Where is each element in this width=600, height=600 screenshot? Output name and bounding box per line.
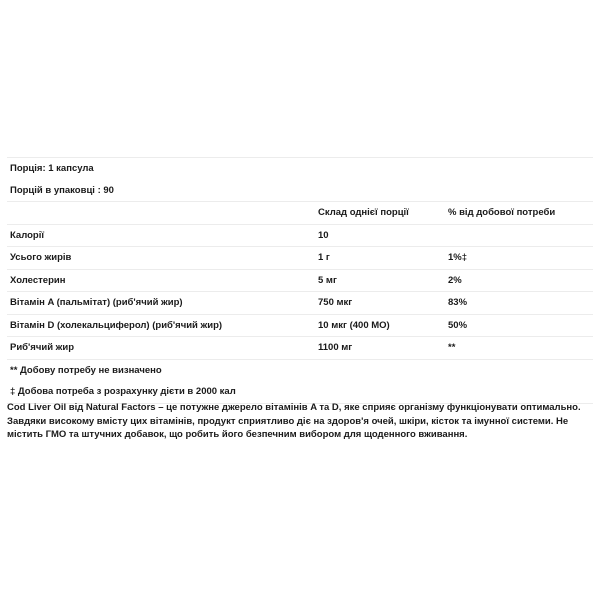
nutrient-amount: 750 мкг bbox=[318, 297, 353, 308]
header-daily-value: % від добової потреби bbox=[448, 207, 556, 218]
footnote-2000-cal: ‡ Добова потреба з розрахунку дієти в 2000 кал bbox=[10, 386, 236, 397]
table-row bbox=[7, 224, 593, 247]
nutrient-dv: ** bbox=[448, 342, 456, 353]
footnote-no-dv: ** Добову потребу не визначено bbox=[10, 364, 162, 376]
nutrient-name: Вітамін D (холекальциферол) (риб'ячий жир) bbox=[10, 319, 223, 331]
table-row bbox=[7, 291, 593, 314]
nutrient-name: Холестерин bbox=[10, 274, 66, 286]
nutrient-dv: 83% bbox=[448, 297, 468, 308]
nutrient-name: Вітамін A (пальмітат) (риб'ячий жир) bbox=[10, 297, 183, 308]
table-header-row bbox=[7, 201, 593, 224]
nutrient-amount: 1 г bbox=[318, 252, 330, 263]
servings-per-container-row bbox=[7, 180, 593, 202]
header-amount: Склад однієї порції bbox=[318, 207, 409, 218]
table-row bbox=[7, 336, 593, 359]
footnote-row bbox=[7, 359, 593, 382]
nutrient-dv: 2% bbox=[448, 274, 462, 286]
table-row bbox=[7, 314, 593, 337]
supplement-facts-table bbox=[7, 157, 593, 404]
nutrient-name: Риб'ячий жир bbox=[10, 342, 75, 353]
serving-size-row bbox=[7, 157, 593, 180]
serving-size: Порція: 1 капсула bbox=[10, 163, 94, 174]
nutrient-dv: 50% bbox=[448, 319, 468, 331]
nutrient-amount: 10 bbox=[318, 229, 329, 241]
nutrient-dv: 1%‡ bbox=[448, 252, 468, 263]
product-description: Cod Liver Oil від Natural Factors – це потужне джерело вітамінів A та D, яке сприяє організму функціонувати оптимально. Завдяки високому вмісту цих вітамінів, продукт сприятливо діє на здоров'я очей, шкіри, кісток та імунної системи. Не містить ГМО та штучних добавок, що робить його безпечним вибором для щоденного вживання. bbox=[7, 402, 581, 440]
footnote-row bbox=[7, 381, 593, 403]
table-row bbox=[7, 246, 593, 269]
nutrient-amount: 1100 мг bbox=[318, 342, 353, 353]
nutrient-amount: 10 мкг (400 МО) bbox=[318, 319, 390, 331]
nutrient-name: Усього жирів bbox=[10, 252, 72, 263]
servings-per-container: Порцій в упаковці : 90 bbox=[10, 184, 114, 196]
nutrient-amount: 5 мг bbox=[318, 274, 337, 286]
nutrient-name: Калорії bbox=[10, 229, 45, 241]
table-row bbox=[7, 269, 593, 292]
